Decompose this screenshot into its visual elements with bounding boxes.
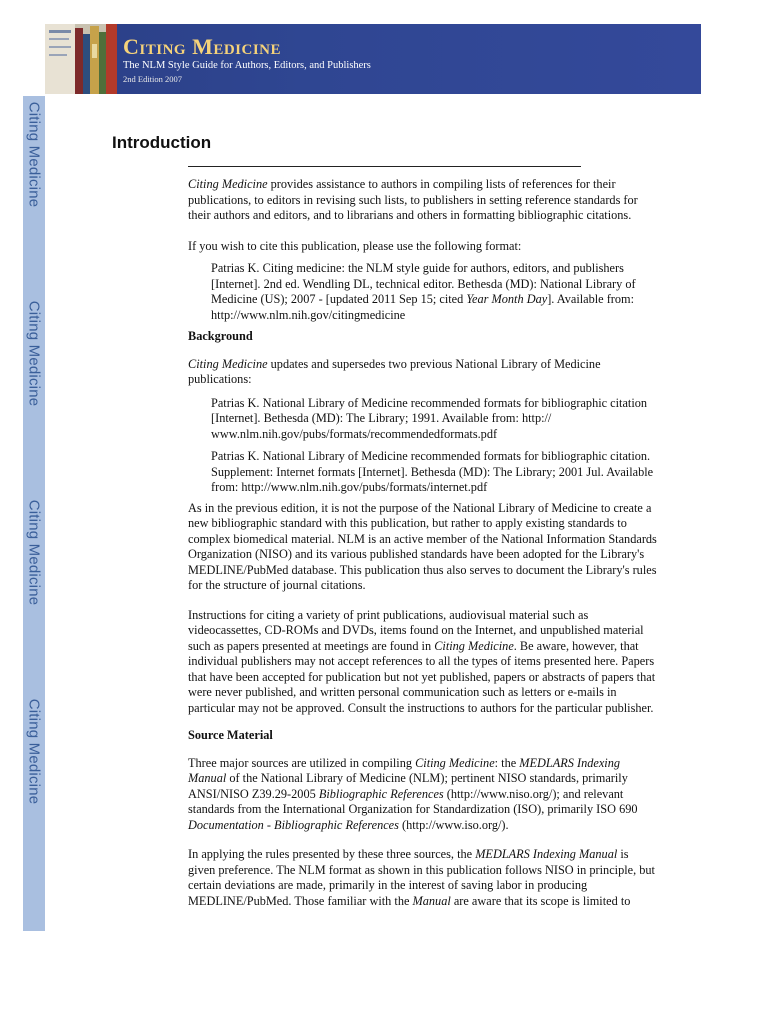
title-rule <box>188 166 581 167</box>
sidebar-label: Citing Medicine <box>25 698 43 804</box>
source-paragraph: In applying the rules presented by these three sources, the MEDLARS Indexing Manual is given preference. The NLM format as shown in this publication follows NISO in principle, but certain deviations are made, primarily in the interest of saving labor in producing MEDLINE/PubMed. Those familiar with the Manual are aware that its scope is limited to <box>188 847 655 908</box>
sidebar-label: Citing Medicine <box>25 499 43 605</box>
background-paragraph: As in the previous edition, it is not the purpose of the National Library of Medicine to create a new bibliographic standard with this publication, but rather to apply existing standards to complex biomedical material. NLM is an active member of the National Information Standards Organization (NISO) and its various published standards have been adopted for the Library's MEDLINE/PubMed database. This publication thus also serves to document the Library's rules for the structure of journal citations. <box>188 500 657 592</box>
page-title: Introduction <box>112 133 212 152</box>
background-paragraph: Instructions for citing a variety of print publications, audiovisual material such as videocassettes, CD-ROMs and DVDs, items found on the Internet, and unpublished material such as papers presented at meetings are found in Citing Medicine. Be aware, however, that individual publishers may not accept references to all the types of items presented here. Papers that have been accepted for publication but not yet published, papers or abstracts of papers that were never published, and written personal communication such as letters or e-mails in particular may not be approved. Consult the instructions to authors for the particular publisher. <box>188 607 656 715</box>
header-banner <box>45 24 701 94</box>
banner-subtitle: The NLM Style Guide for Authors, Editors, and Publishers <box>123 60 371 71</box>
sidebar <box>23 96 45 931</box>
banner-edition: 2nd Edition 2007 <box>123 74 183 84</box>
citation-format: Patrias K. Citing medicine: the NLM style guide for authors, editors, and publishers [Internet]. 2nd ed. Wendling DL, technical editor. Bethesda (MD): National Library of Medicine (US); 2007 - [updated 2011 Sep 15; cited Year Month Day]. Available from: http://www.nlm.nih.gov/citingmedicine <box>211 261 636 322</box>
sidebar-label: Citing Medicine <box>25 101 43 207</box>
source-paragraph: Three major sources are utilized in compiling Citing Medicine: the MEDLARS Indexing Manual of the National Library of Medicine (NLM); pertinent NISO standards, primarily ANSI/NISO Z39.29-2005 Bibliographic References (http://www.niso.org/); and relevant standards from the International Organization for Standardization (ISO), primarily ISO 690 Documentation - Bibliographic References (http://www.iso.org/). <box>188 755 638 832</box>
sidebar-label: Citing Medicine <box>25 300 43 406</box>
intro-paragraph: Citing Medicine provides assistance to authors in compiling lists of references for their publications, to editors in revising such lists, to publishers in setting reference standards for their authors and editors, and to librarians and others in formatting bibliographic citations. <box>188 177 638 222</box>
cite-instruction: If you wish to cite this publication, please use the following format: <box>188 238 522 253</box>
reference-item: Patrias K. National Library of Medicine recommended formats for bibliographic citation. Supplement: Internet formats [Internet]. Bethesda (MD): The Library; 2001 Jul. Available from: http://www.nlm.nih.gov/pubs/formats/internet.pdf <box>211 449 654 494</box>
section-heading-source: Source Material <box>188 728 273 742</box>
background-paragraph: Citing Medicine updates and supersedes two previous National Library of Medicine publications: <box>188 356 601 386</box>
section-heading-background: Background <box>188 329 253 343</box>
banner-title: Citing Medicine <box>123 34 282 59</box>
reference-item: Patrias K. National Library of Medicine recommended formats for bibliographic citation [Internet]. Bethesda (MD): The Library; 1991. Available from: http:// www.nlm.nih.gov/pubs/formats/recommendedformats.pdf <box>211 395 648 441</box>
main-content <box>188 177 658 909</box>
books-image <box>45 24 117 94</box>
